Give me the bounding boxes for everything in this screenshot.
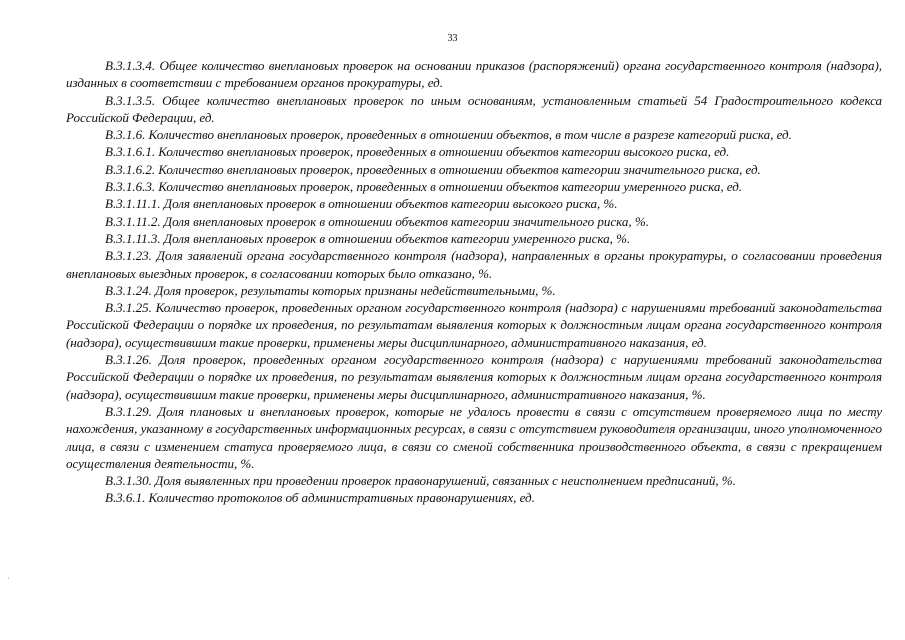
page-number: 33: [447, 33, 458, 44]
paragraph-b-3-1-6-2: В.3.1.6.2. Количество внеплановых проверок, проведенных в отношении объектов категории значительного риска, ед.: [105, 161, 761, 177]
paragraph-b-3-1-6: В.3.1.6. Количество внеплановых проверок, проведенных в отношении объектов, в том числе в разрезе категорий риска, ед.: [105, 127, 792, 143]
paragraph-b-3-1-30: В.3.1.30. Доля выявленных при проведении проверок правонарушений, связанных с неисполнением предписаний, %.: [105, 473, 736, 489]
paragraph-b-3-1-3-4: В.3.1.3.4. Общее количество внеплановых проверок на основании приказов (распоряжений) органа государственного контроля (надзора), изданных в соответствии с требованием органов прокуратуры, ед.: [66, 58, 882, 91]
paragraph-b-3-1-23: В.3.1.23. Доля заявлений органа государственного контроля (надзора), направленных в органы прокуратуры, о согласовании проведения внеплановых выездных проверок, в согласовании которых было отказано, %.: [66, 248, 882, 281]
paragraph-b-3-1-11-2: В.3.1.11.2. Доля внеплановых проверок в отношении объектов категории значительного риска, %.: [105, 213, 649, 229]
paragraph-b-3-1-24: В.3.1.24. Доля проверок, результаты которых признаны недействительными, %.: [105, 282, 556, 298]
paragraph-b-3-6-1: В.3.6.1. Количество протоколов об административных правонарушениях, ед.: [105, 490, 535, 506]
paragraph-b-3-1-6-3: В.3.1.6.3. Количество внеплановых проверок, проведенных в отношении объектов категории умеренного риска, ед.: [105, 179, 743, 195]
paragraph-b-3-1-26: В.3.1.26. Доля проверок, проведенных органом государственного контроля (надзора) с нарушениями требований законодательства Российской Федерации о порядке их проведения, по результатам выявления которых к должностным лицам органа государственного контроля (надзора), осуществившим такие проверки, применены меры дисциплинарного, административного наказания, %.: [66, 352, 882, 402]
paragraph-b-3-1-3-5: В.3.1.3.5. Общее количество внеплановых проверок по иным основаниям, установленным статьей 54 Градостроительного кодекса Российской Федерации, ед.: [66, 92, 882, 125]
document-body: [66, 57, 882, 507]
paragraph-b-3-1-29: В.3.1.29. Доля плановых и внеплановых проверок, которые не удалось провести в связи с отсутствием проверяемого лица по месту нахождения, указанному в государственных информационных ресурсах, в связи с отсутствием руководителя организации, иного уполномоченного лица, в связи с изменением статуса проверяемого лица, в связи со сменой собственника производственного объекта, в связи с прекращением осуществления деятельности, %.: [66, 403, 882, 471]
scan-margin-mark: ·: [7, 574, 10, 583]
paragraph-b-3-1-11-1: В.3.1.11.1. Доля внеплановых проверок в отношении объектов категории высокого риска, %.: [105, 196, 618, 212]
paragraph-b-3-1-6-1: В.3.1.6.1. Количество внеплановых проверок, проведенных в отношении объектов категории высокого риска, ед.: [105, 144, 730, 160]
paragraph-b-3-1-25: В.3.1.25. Количество проверок, проведенных органом государственного контроля (надзора) с нарушениями требований законодательства Российской Федерации о порядке их проведения, по результатам выявления которых к должностным лицам органа государственного контроля (надзора), осуществившим такие проверки, применены меры дисциплинарного, административного наказания, ед.: [66, 300, 882, 350]
paragraph-b-3-1-11-3: В.3.1.11.3. Доля внеплановых проверок в отношении объектов категории умеренного риска, %.: [105, 230, 631, 246]
